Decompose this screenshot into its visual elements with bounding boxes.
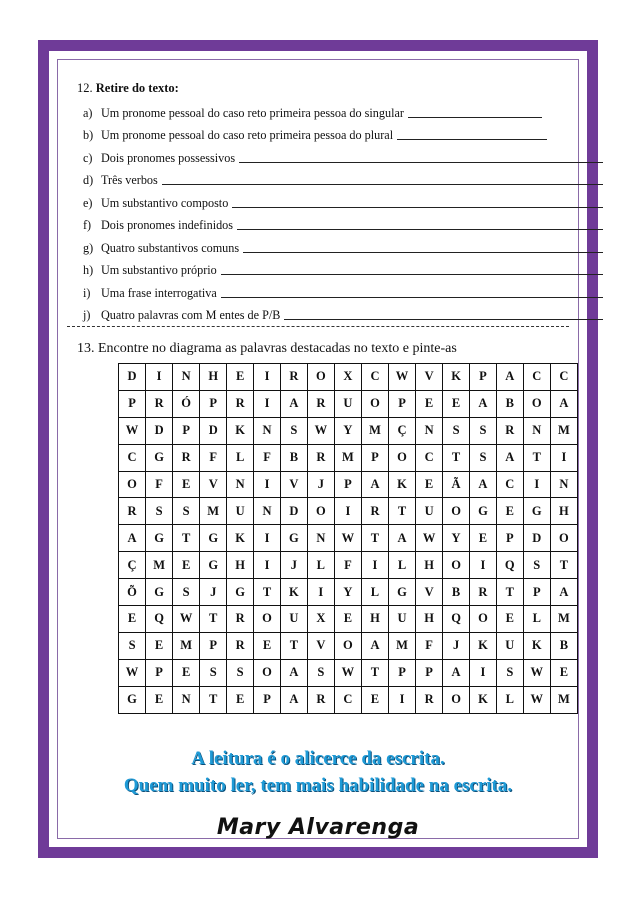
grid-cell[interactable]: O	[443, 552, 470, 579]
grid-cell[interactable]: A	[280, 686, 307, 713]
grid-cell[interactable]: G	[146, 579, 173, 606]
grid-cell[interactable]: E	[146, 632, 173, 659]
grid-cell[interactable]: S	[496, 659, 523, 686]
item-text: Uma frase interrogativa	[101, 285, 217, 300]
grid-cell[interactable]: Y	[334, 579, 361, 606]
grid-cell[interactable]: E	[550, 659, 577, 686]
grid-cell[interactable]: U	[280, 606, 307, 633]
grid-cell[interactable]: Ç	[119, 552, 146, 579]
grid-cell[interactable]: K	[470, 632, 497, 659]
word-search-grid	[118, 363, 578, 714]
grid-cell[interactable]: R	[173, 444, 200, 471]
grid-cell[interactable]: Q	[496, 552, 523, 579]
grid-cell[interactable]: M	[146, 552, 173, 579]
item-letter: j)	[83, 308, 91, 322]
grid-cell[interactable]: E	[334, 606, 361, 633]
grid-cell[interactable]: N	[173, 686, 200, 713]
grid-cell[interactable]: H	[200, 364, 227, 391]
grid-cell[interactable]: U	[416, 498, 443, 525]
grid-cell[interactable]: E	[496, 606, 523, 633]
grid-cell[interactable]: G	[119, 686, 146, 713]
grid-cell[interactable]: T	[280, 632, 307, 659]
grid-cell[interactable]: D	[280, 498, 307, 525]
grid-cell[interactable]: H	[361, 606, 388, 633]
grid-cell[interactable]: T	[388, 498, 415, 525]
item-letter: d)	[83, 173, 94, 187]
grid-row	[119, 579, 578, 606]
grid-cell[interactable]: Ç	[388, 417, 415, 444]
grid-cell[interactable]: E	[227, 686, 254, 713]
grid-cell[interactable]: H	[416, 606, 443, 633]
grid-cell[interactable]: O	[119, 471, 146, 498]
grid-cell[interactable]: T	[523, 444, 550, 471]
section-separator	[67, 326, 569, 327]
grid-row	[119, 471, 578, 498]
grid-cell[interactable]: F	[146, 471, 173, 498]
grid-cell[interactable]: O	[470, 606, 497, 633]
quote-line-2: Quem muito ler, tem mais habilidade na escrita.	[123, 775, 513, 796]
item-text: Um substantivo próprio	[101, 263, 217, 277]
question-12-item	[83, 143, 603, 166]
grid-cell[interactable]: M	[361, 417, 388, 444]
question-12-item	[83, 166, 603, 189]
grid-cell[interactable]: F	[200, 444, 227, 471]
author-signature: Mary Alvarenga	[216, 815, 420, 840]
question-12-title	[77, 81, 179, 96]
grid-cell[interactable]: A	[280, 659, 307, 686]
grid-cell[interactable]: D	[200, 417, 227, 444]
grid-cell[interactable]: V	[416, 579, 443, 606]
grid-cell[interactable]: P	[254, 686, 281, 713]
grid-cell[interactable]: P	[388, 659, 415, 686]
grid-cell[interactable]: O	[523, 390, 550, 417]
grid-cell[interactable]: O	[388, 444, 415, 471]
question-12-item	[83, 188, 603, 211]
answer-line[interactable]	[397, 139, 547, 140]
grid-cell[interactable]: B	[280, 444, 307, 471]
grid-cell[interactable]: Ã	[443, 471, 470, 498]
grid-cell[interactable]: I	[307, 579, 334, 606]
grid-cell[interactable]: V	[307, 632, 334, 659]
grid-cell[interactable]: T	[200, 606, 227, 633]
item-letter: e)	[83, 195, 93, 210]
grid-cell[interactable]: T	[443, 444, 470, 471]
question-12-item	[83, 211, 603, 234]
grid-cell[interactable]: K	[280, 579, 307, 606]
grid-cell[interactable]: W	[416, 525, 443, 552]
grid-cell[interactable]: R	[227, 606, 254, 633]
answer-line[interactable]	[408, 117, 542, 118]
question-12-list	[83, 98, 603, 323]
grid-cell[interactable]: O	[254, 606, 281, 633]
grid-cell[interactable]: E	[416, 471, 443, 498]
grid-cell[interactable]: P	[470, 364, 497, 391]
grid-cell[interactable]: K	[388, 471, 415, 498]
item-text: Um pronome pessoal do caso reto primeira pessoa do plural	[101, 128, 394, 142]
item-text: Um substantivo composto	[101, 195, 229, 210]
grid-cell[interactable]: I	[254, 552, 281, 579]
grid-cell[interactable]: S	[173, 498, 200, 525]
grid-cell[interactable]: C	[496, 471, 523, 498]
grid-cell[interactable]: I	[550, 444, 577, 471]
grid-cell[interactable]: R	[416, 686, 443, 713]
grid-cell[interactable]: R	[146, 390, 173, 417]
grid-cell[interactable]: S	[119, 632, 146, 659]
grid-cell[interactable]: R	[496, 417, 523, 444]
grid-cell[interactable]: O	[361, 390, 388, 417]
grid-cell[interactable]: S	[443, 417, 470, 444]
quote-line-1: A leitura é o alicerce da escrita.	[191, 748, 445, 769]
grid-cell[interactable]: F	[254, 444, 281, 471]
grid-cell[interactable]: I	[254, 525, 281, 552]
grid-cell[interactable]: G	[388, 579, 415, 606]
grid-cell[interactable]: A	[443, 659, 470, 686]
item-letter: f)	[83, 218, 92, 232]
grid-cell[interactable]: R	[280, 364, 307, 391]
grid-row	[119, 686, 578, 713]
grid-cell[interactable]: P	[200, 390, 227, 417]
grid-cell[interactable]: B	[550, 632, 577, 659]
grid-cell[interactable]: P	[146, 659, 173, 686]
grid-cell[interactable]: I	[254, 471, 281, 498]
grid-cell[interactable]: N	[416, 417, 443, 444]
item-letter: b)	[83, 128, 94, 142]
grid-cell[interactable]: P	[173, 417, 200, 444]
grid-cell[interactable]: E	[443, 390, 470, 417]
grid-cell[interactable]: B	[443, 579, 470, 606]
grid-cell[interactable]: L	[307, 552, 334, 579]
grid-cell[interactable]: L	[361, 579, 388, 606]
grid-cell[interactable]: X	[307, 606, 334, 633]
grid-cell[interactable]: I	[361, 552, 388, 579]
grid-cell[interactable]: E	[173, 552, 200, 579]
grid-cell[interactable]: A	[470, 471, 497, 498]
grid-cell[interactable]: T	[254, 579, 281, 606]
grid-cell[interactable]: W	[119, 417, 146, 444]
grid-cell[interactable]: H	[227, 552, 254, 579]
grid-cell[interactable]: M	[388, 632, 415, 659]
item-text: Três verbos	[101, 173, 158, 187]
item-text: Quatro substantivos comuns	[101, 240, 240, 255]
grid-cell[interactable]: K	[470, 686, 497, 713]
grid-cell[interactable]: O	[443, 498, 470, 525]
grid-cell[interactable]: E	[173, 471, 200, 498]
grid-cell[interactable]: E	[470, 525, 497, 552]
grid-cell[interactable]: L	[523, 606, 550, 633]
answer-line[interactable]	[239, 162, 603, 163]
item-letter: a)	[83, 105, 93, 120]
grid-cell[interactable]: R	[307, 444, 334, 471]
grid-cell[interactable]: R	[361, 498, 388, 525]
grid-cell[interactable]: G	[523, 498, 550, 525]
grid-cell[interactable]: R	[307, 686, 334, 713]
grid-cell[interactable]: W	[307, 417, 334, 444]
question-12-item	[83, 301, 603, 324]
grid-row	[119, 498, 578, 525]
item-text: Dois pronomes indefinidos	[101, 218, 234, 232]
grid-cell[interactable]: H	[416, 552, 443, 579]
item-letter: c)	[83, 150, 93, 165]
grid-cell[interactable]: I	[146, 364, 173, 391]
grid-cell[interactable]: P	[496, 525, 523, 552]
grid-cell[interactable]: S	[307, 659, 334, 686]
grid-cell[interactable]: T	[361, 659, 388, 686]
grid-cell[interactable]: I	[523, 471, 550, 498]
item-text: Um pronome pessoal do caso reto primeira pessoa do singular	[101, 105, 404, 120]
question-12-item	[83, 121, 603, 144]
grid-cell[interactable]: S	[523, 552, 550, 579]
question-12-heading: Retire do texto:	[95, 81, 179, 95]
grid-cell[interactable]: W	[334, 659, 361, 686]
grid-cell[interactable]: A	[550, 390, 577, 417]
grid-row	[119, 444, 578, 471]
grid-cell[interactable]: I	[254, 364, 281, 391]
grid-cell[interactable]: C	[416, 444, 443, 471]
grid-cell[interactable]: J	[280, 552, 307, 579]
page-frame	[38, 40, 598, 858]
grid-row	[119, 390, 578, 417]
grid-cell[interactable]: P	[388, 390, 415, 417]
grid-cell[interactable]: R	[119, 498, 146, 525]
grid-cell[interactable]: T	[200, 686, 227, 713]
grid-cell[interactable]: T	[361, 525, 388, 552]
grid-cell[interactable]: O	[307, 364, 334, 391]
grid-cell[interactable]: E	[416, 390, 443, 417]
grid-cell[interactable]: U	[227, 498, 254, 525]
grid-cell[interactable]: A	[470, 390, 497, 417]
grid-cell[interactable]: G	[280, 525, 307, 552]
grid-cell[interactable]: K	[523, 632, 550, 659]
grid-cell[interactable]: V	[200, 471, 227, 498]
item-letter: h)	[83, 263, 94, 277]
grid-cell[interactable]: S	[200, 659, 227, 686]
grid-cell[interactable]: E	[227, 364, 254, 391]
grid-cell[interactable]: S	[173, 579, 200, 606]
grid-cell[interactable]: A	[550, 579, 577, 606]
grid-cell[interactable]: N	[523, 417, 550, 444]
grid-cell[interactable]: A	[496, 444, 523, 471]
grid-cell[interactable]: T	[496, 579, 523, 606]
grid-row	[119, 606, 578, 633]
grid-cell[interactable]: Q	[443, 606, 470, 633]
grid-cell[interactable]: G	[470, 498, 497, 525]
grid-cell[interactable]: A	[361, 471, 388, 498]
grid-cell[interactable]: C	[361, 364, 388, 391]
grid-cell[interactable]: T	[550, 552, 577, 579]
grid-cell[interactable]: D	[119, 364, 146, 391]
grid-cell[interactable]: B	[496, 390, 523, 417]
grid-cell[interactable]: O	[334, 632, 361, 659]
grid-cell[interactable]: W	[388, 364, 415, 391]
grid-cell[interactable]: P	[523, 579, 550, 606]
grid-cell[interactable]: A	[280, 390, 307, 417]
grid-cell[interactable]: M	[550, 606, 577, 633]
inner-frame	[57, 59, 579, 839]
grid-cell[interactable]: I	[388, 686, 415, 713]
grid-cell[interactable]: E	[496, 498, 523, 525]
grid-cell[interactable]: L	[227, 444, 254, 471]
question-12-number: 12.	[77, 81, 93, 95]
grid-cell[interactable]: E	[254, 632, 281, 659]
grid-cell[interactable]: U	[388, 606, 415, 633]
grid-row	[119, 525, 578, 552]
answer-line[interactable]	[221, 274, 603, 275]
grid-cell[interactable]: I	[470, 659, 497, 686]
grid-cell[interactable]: P	[119, 390, 146, 417]
grid-cell[interactable]: K	[227, 525, 254, 552]
grid-cell[interactable]: F	[334, 552, 361, 579]
question-13-title: 13. Encontre no diagrama as palavras destacadas no texto e pinte-as	[77, 341, 457, 356]
grid-cell[interactable]: E	[119, 606, 146, 633]
grid-cell[interactable]: C	[550, 364, 577, 391]
grid-cell[interactable]: X	[334, 364, 361, 391]
grid-row	[119, 659, 578, 686]
grid-cell[interactable]: V	[280, 471, 307, 498]
grid-cell[interactable]: I	[470, 552, 497, 579]
grid-cell[interactable]: I	[254, 390, 281, 417]
answer-line[interactable]	[162, 184, 603, 185]
grid-cell[interactable]: H	[550, 498, 577, 525]
answer-line[interactable]	[237, 229, 603, 230]
grid-cell[interactable]: M	[173, 632, 200, 659]
grid-cell[interactable]: D	[523, 525, 550, 552]
grid-cell[interactable]: O	[307, 498, 334, 525]
item-text: Quatro palavras com M entes de P/B	[101, 308, 281, 322]
grid-cell[interactable]: R	[227, 632, 254, 659]
grid-cell[interactable]: Õ	[119, 579, 146, 606]
grid-cell[interactable]: D	[146, 417, 173, 444]
grid-cell[interactable]: P	[416, 659, 443, 686]
grid-cell[interactable]: C	[523, 364, 550, 391]
grid-cell[interactable]: R	[470, 579, 497, 606]
grid-cell[interactable]: P	[334, 471, 361, 498]
grid-cell[interactable]: E	[173, 659, 200, 686]
grid-cell[interactable]: O	[254, 659, 281, 686]
grid-cell[interactable]: N	[254, 417, 281, 444]
grid-cell[interactable]: S	[146, 498, 173, 525]
question-12-item	[83, 278, 603, 301]
grid-cell[interactable]: V	[416, 364, 443, 391]
grid-cell[interactable]: S	[280, 417, 307, 444]
grid-cell[interactable]: Y	[443, 525, 470, 552]
grid-cell[interactable]: S	[470, 444, 497, 471]
question-12-item	[83, 233, 603, 256]
grid-cell[interactable]: Y	[334, 417, 361, 444]
item-letter: g)	[83, 240, 94, 255]
grid-cell[interactable]: N	[227, 471, 254, 498]
grid-cell[interactable]: Q	[146, 606, 173, 633]
grid-cell[interactable]: A	[388, 525, 415, 552]
grid-cell[interactable]: W	[119, 659, 146, 686]
question-12-item	[83, 256, 603, 279]
grid-cell[interactable]: L	[496, 686, 523, 713]
grid-cell[interactable]: A	[361, 632, 388, 659]
answer-line[interactable]	[221, 297, 603, 298]
grid-cell[interactable]: N	[254, 498, 281, 525]
grid-cell[interactable]: F	[416, 632, 443, 659]
item-letter: i)	[83, 285, 91, 300]
grid-cell[interactable]: P	[200, 632, 227, 659]
grid-cell[interactable]: J	[200, 579, 227, 606]
grid-cell[interactable]: K	[227, 417, 254, 444]
question-12-item	[83, 98, 603, 121]
grid-cell[interactable]: R	[227, 390, 254, 417]
grid-cell[interactable]: G	[146, 525, 173, 552]
answer-line[interactable]	[243, 252, 603, 253]
grid-cell[interactable]: Ó	[173, 390, 200, 417]
answer-line[interactable]	[284, 319, 603, 320]
grid-cell[interactable]: I	[334, 498, 361, 525]
grid-cell[interactable]: M	[334, 444, 361, 471]
grid-cell[interactable]: W	[523, 686, 550, 713]
grid-cell[interactable]: C	[119, 444, 146, 471]
grid-row	[119, 632, 578, 659]
grid-cell[interactable]: M	[550, 686, 577, 713]
grid-cell[interactable]: U	[334, 390, 361, 417]
grid-cell[interactable]: L	[388, 552, 415, 579]
grid-cell[interactable]: G	[146, 444, 173, 471]
grid-cell[interactable]: P	[361, 444, 388, 471]
grid-cell[interactable]: N	[550, 471, 577, 498]
grid-cell[interactable]: M	[200, 498, 227, 525]
grid-cell[interactable]: A	[119, 525, 146, 552]
grid-cell[interactable]: W	[173, 606, 200, 633]
grid-cell[interactable]: C	[334, 686, 361, 713]
grid-cell[interactable]: W	[523, 659, 550, 686]
grid-cell[interactable]: G	[200, 525, 227, 552]
grid-row	[119, 552, 578, 579]
grid-cell[interactable]: N	[307, 525, 334, 552]
grid-cell[interactable]: G	[227, 579, 254, 606]
grid-cell[interactable]: E	[361, 686, 388, 713]
grid-cell[interactable]: S	[227, 659, 254, 686]
grid-cell[interactable]: U	[496, 632, 523, 659]
grid-cell[interactable]: J	[307, 471, 334, 498]
item-text: Dois pronomes possessivos	[101, 150, 236, 165]
grid-cell[interactable]: S	[470, 417, 497, 444]
grid-cell[interactable]: G	[200, 552, 227, 579]
grid-cell[interactable]: W	[334, 525, 361, 552]
grid-cell[interactable]: A	[496, 364, 523, 391]
grid-row	[119, 364, 578, 391]
grid-cell[interactable]: J	[443, 632, 470, 659]
grid-cell[interactable]: K	[443, 364, 470, 391]
grid-cell[interactable]: T	[173, 525, 200, 552]
grid-cell[interactable]: E	[146, 686, 173, 713]
grid-cell[interactable]: R	[307, 390, 334, 417]
grid-cell[interactable]: O	[550, 525, 577, 552]
grid-row	[119, 417, 578, 444]
answer-line[interactable]	[232, 207, 603, 208]
grid-cell[interactable]: N	[173, 364, 200, 391]
grid-cell[interactable]: M	[550, 417, 577, 444]
grid-cell[interactable]: O	[443, 686, 470, 713]
